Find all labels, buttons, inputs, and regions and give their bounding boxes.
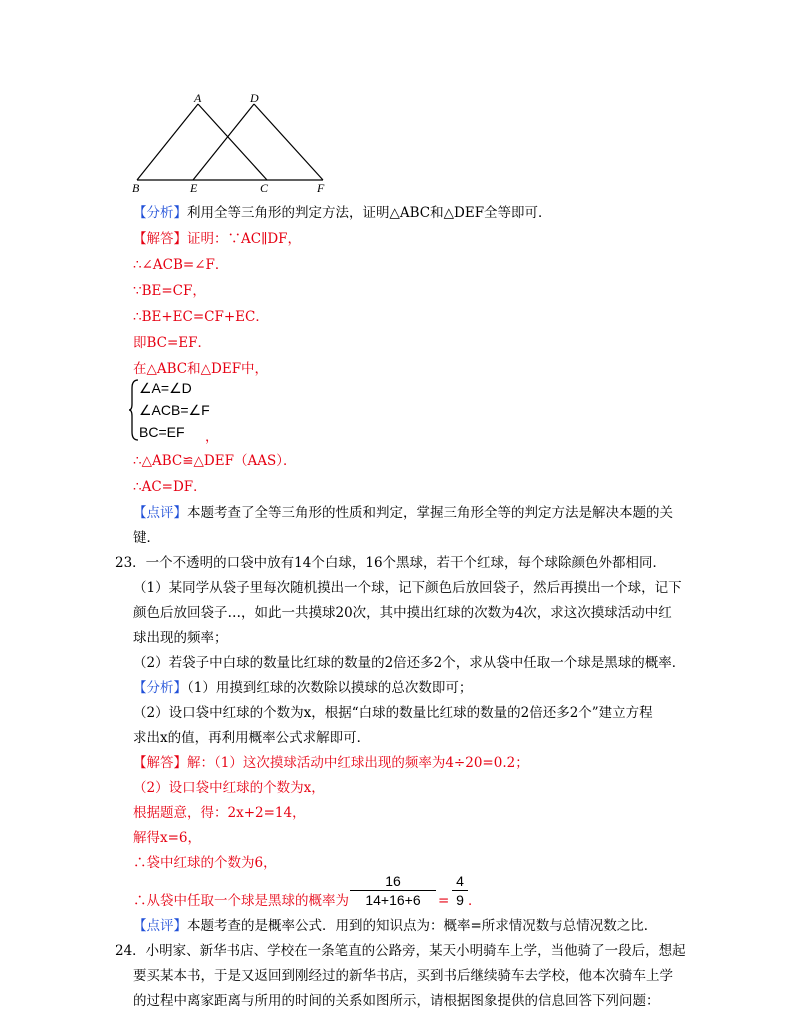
label-B: B <box>132 181 140 195</box>
q22-analysis-tag: 【分析】 <box>133 205 187 221</box>
system-eq-1: ∠ACB=∠F <box>139 402 210 418</box>
q23-solution-line-2: 根据题意，得：2x+2=14， <box>133 805 306 821</box>
q22-solution-line-0 <box>133 230 301 248</box>
q23-analysis-line-1: （2）设口袋中红球的个数为x，根据“白球的数量比红球的数量的2倍还多2个”建立方程 <box>133 705 653 721</box>
q22-review-tag: 【点评】 <box>133 505 187 521</box>
q23-review <box>133 917 657 935</box>
q23-analysis-line-2: 求出x的值，再利用概率公式求解即可． <box>133 730 371 746</box>
q23-part1-line-2: 球出现的频率； <box>133 630 228 646</box>
q24-line-1: 要买某本书，于是又返回到刚经过的新华书店，买到书后继续骑车去学校，他本次骑车上学 <box>133 968 673 984</box>
q23-analysis-text-0: （1）用摸到红球的次数除以摸球的总次数即可； <box>187 680 473 696</box>
label-E: E <box>190 181 198 195</box>
q23-analysis-tag: 【分析】 <box>133 680 187 696</box>
q23-stem: 23．一个不透明的口袋中放有14个白球，16个黑球，若干个红球，每个球除颜色外都相同． <box>115 555 667 571</box>
segment-DF <box>254 104 323 180</box>
triangle-figure <box>128 90 338 195</box>
q23-analysis-line-0 <box>133 679 472 697</box>
q23-part1-line-1: 颜色后放回袋子…，如此一共摸球20次，其中摸出红球的次数为4次，求这次摸球活动中红 <box>133 605 672 621</box>
fraction-1-numerator: 16 <box>350 873 436 891</box>
q22-solution-line-4: 即BC=EF． <box>133 335 212 351</box>
q22-analysis <box>133 204 552 222</box>
q23-solution-tag: 【解答】 <box>133 755 187 771</box>
fraction-16-over-36 <box>350 873 436 908</box>
fraction-4-over-9 <box>452 873 468 908</box>
system-eq-2: BC=EF <box>139 424 185 440</box>
q23-solution-first: 解：（1）这次摸球活动中红球出现的频率为4÷20=0.2； <box>187 755 529 771</box>
q22-review-text-1: 本题考查了全等三角形的性质和判定，掌握三角形全等的判定方法是解决本题的关 <box>187 505 673 521</box>
q23-solution-line-3: 解得x=6， <box>133 830 202 846</box>
q23-solution-line-1: （2）设口袋中红球的个数为x， <box>133 780 325 796</box>
q23-review-text: 本题考查的是概率公式．用到的知识点为：概率=所求情况数与总情况数之比． <box>187 918 658 934</box>
q22-review-line-2: 键． <box>133 530 160 546</box>
fraction-1-denominator: 14+16+6 <box>365 892 421 908</box>
q22-solution-line-3: ∴BE+EC=CF+EC． <box>133 309 269 325</box>
q22-solution-line-1: ∴∠ACB=∠F． <box>133 257 229 273</box>
q22-analysis-text: 利用全等三角形的判定方法，证明△ABC和△DEF全等即可． <box>187 205 552 221</box>
q23-solution-line-0 <box>133 754 529 772</box>
q23-review-tag: 【点评】 <box>133 918 187 934</box>
q23-prob-text: ∴从袋中任取一个球是黑球的概率为 <box>133 893 349 909</box>
q22-conclusion-1: ∴AC=DF． <box>133 479 207 495</box>
q24-line-0: 24．小明家、新华书店、学校在一条笔直的公路旁，某天小明骑车上学，当他骑了一段后，想起 <box>115 943 686 959</box>
q23-part2: （2）若袋子中白球的数量比红球的数量的2倍还多2个，求从袋中任取一个球是黑球的概率． <box>133 655 686 671</box>
q22-solution-line-2: ∵BE=CF， <box>133 283 206 299</box>
q22-conclusion-0: ∴△ABC≌△DEF（AAS）． <box>133 453 297 469</box>
segment-AC <box>198 104 267 180</box>
q22-review <box>133 504 673 522</box>
q24-line-2: 的过程中离家距离与所用的时间的关系如图所示，请根据图象提供的信息回答下列问题： <box>133 993 660 1009</box>
label-F: F <box>317 181 325 195</box>
segment-BA <box>137 104 198 180</box>
segment-ED <box>193 104 254 180</box>
q23-solution-line-4: ∴袋中红球的个数为6， <box>133 855 277 871</box>
fraction-2-denominator: 9 <box>456 892 464 908</box>
label-C: C <box>260 181 269 195</box>
q23-period: ． <box>468 893 482 909</box>
q23-part1-line-0: （1）某同学从袋子里每次随机摸出一个球，记下颜色后放回袋子，然后再摸出一个球，记下 <box>133 580 682 596</box>
system-eq-0: ∠A=∠D <box>139 380 192 396</box>
fraction-2-numerator: 4 <box>452 873 468 891</box>
equals-sign: = <box>438 893 450 909</box>
system-comma: ， <box>205 429 219 445</box>
q22-solution-line-5: 在△ABC和△DEF中， <box>133 361 269 377</box>
label-A: A <box>194 91 202 105</box>
q22-solution-text-0: 证明：∵AC∥DF， <box>187 231 302 247</box>
q22-solution-tag: 【解答】 <box>133 231 187 247</box>
label-D: D <box>250 91 259 105</box>
